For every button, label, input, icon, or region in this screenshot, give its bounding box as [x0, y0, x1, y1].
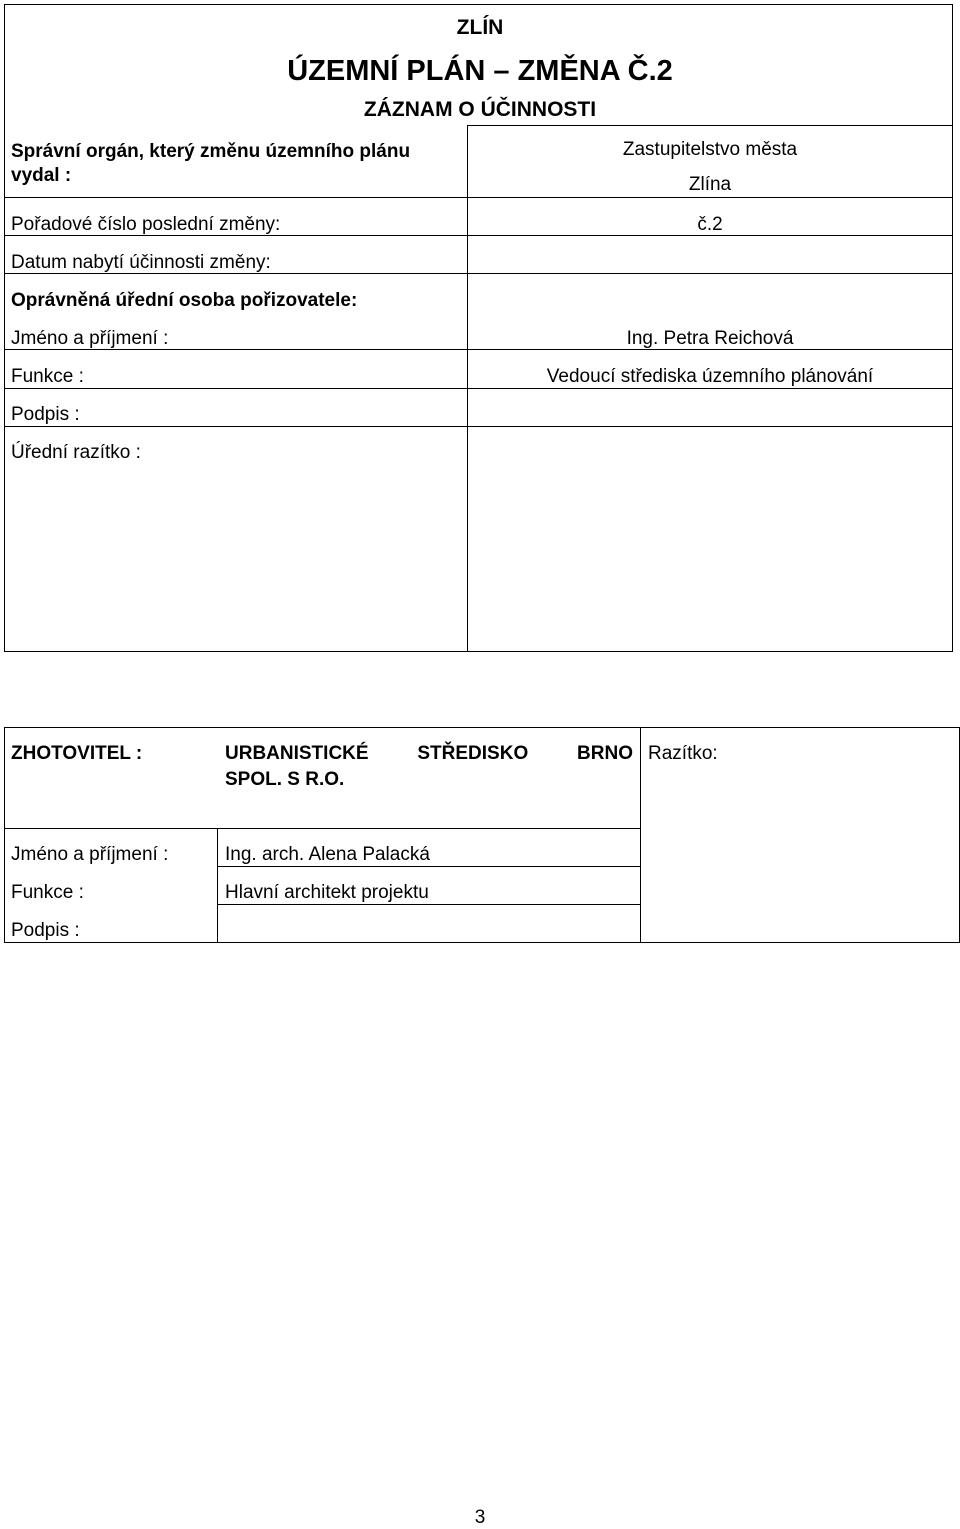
- contractor-name-value: Ing. arch. Alena Palacká: [225, 844, 430, 865]
- contractor-name-line2: SPOL. S R.O.: [225, 769, 345, 790]
- official-stamp-label: Úřední razítko :: [11, 442, 141, 463]
- official-heading: Oprávněná úřední osoba pořizovatele:: [11, 290, 358, 311]
- contractor-function-value: Hlavní architekt projektu: [225, 882, 429, 903]
- official-name-value: Ing. Petra Reichová: [626, 328, 794, 349]
- contractor-stamp-label: Razítko:: [648, 743, 718, 764]
- official-stamp-field[interactable]: [468, 427, 952, 651]
- document-title: ÚZEMNÍ PLÁN – ZMĚNA Č.2: [287, 55, 673, 87]
- table-border-bottom: [4, 942, 960, 943]
- table-border-bottom: [4, 651, 953, 652]
- page-number: 3: [474, 1507, 486, 1528]
- official-signature-field[interactable]: [468, 389, 952, 426]
- last-change-label: Pořadové číslo poslední změny:: [11, 214, 281, 235]
- issuing-authority-value-line1: Zastupitelstvo města: [622, 139, 798, 160]
- issuing-authority-value-line2: Zlína: [688, 174, 732, 195]
- row-divider: [217, 866, 641, 867]
- last-change-value: č.2: [697, 214, 723, 235]
- city-heading: ZLÍN: [456, 16, 504, 39]
- contractor-name-word: URBANISTICKÉ: [225, 743, 369, 764]
- contractor-signature-field[interactable]: [218, 905, 640, 942]
- contractor-signature-label: Podpis :: [11, 920, 80, 941]
- contractor-stamp-field[interactable]: [641, 770, 959, 942]
- contractor-name-word: BRNO: [577, 743, 633, 764]
- row-divider: [4, 197, 953, 198]
- row-divider: [467, 125, 953, 126]
- contractor-label: ZHOTOVITEL :: [11, 743, 143, 764]
- contractor-name-label: Jméno a příjmení :: [11, 844, 169, 865]
- contractor-name: [225, 743, 633, 765]
- official-signature-label: Podpis :: [11, 404, 80, 425]
- official-name-label: Jméno a příjmení :: [11, 328, 169, 349]
- table-border-top: [4, 4, 953, 5]
- official-function-value: Vedoucí střediska územního plánování: [546, 366, 874, 387]
- table-border-top: [4, 727, 960, 728]
- contractor-name-word: STŘEDISKO: [417, 743, 529, 764]
- table-border-left: [4, 727, 5, 943]
- table-border-left: [4, 4, 5, 652]
- row-divider: [4, 828, 641, 829]
- effective-date-label: Datum nabytí účinnosti změny:: [11, 252, 271, 273]
- contractor-function-label: Funkce :: [11, 882, 84, 903]
- official-function-label: Funkce :: [11, 366, 84, 387]
- issuing-authority-label: Správní orgán, který změnu územního plánu vydal :: [11, 141, 411, 186]
- document-subtitle: ZÁZNAM O ÚČINNOSTI: [363, 98, 597, 121]
- table-border-right: [952, 4, 953, 652]
